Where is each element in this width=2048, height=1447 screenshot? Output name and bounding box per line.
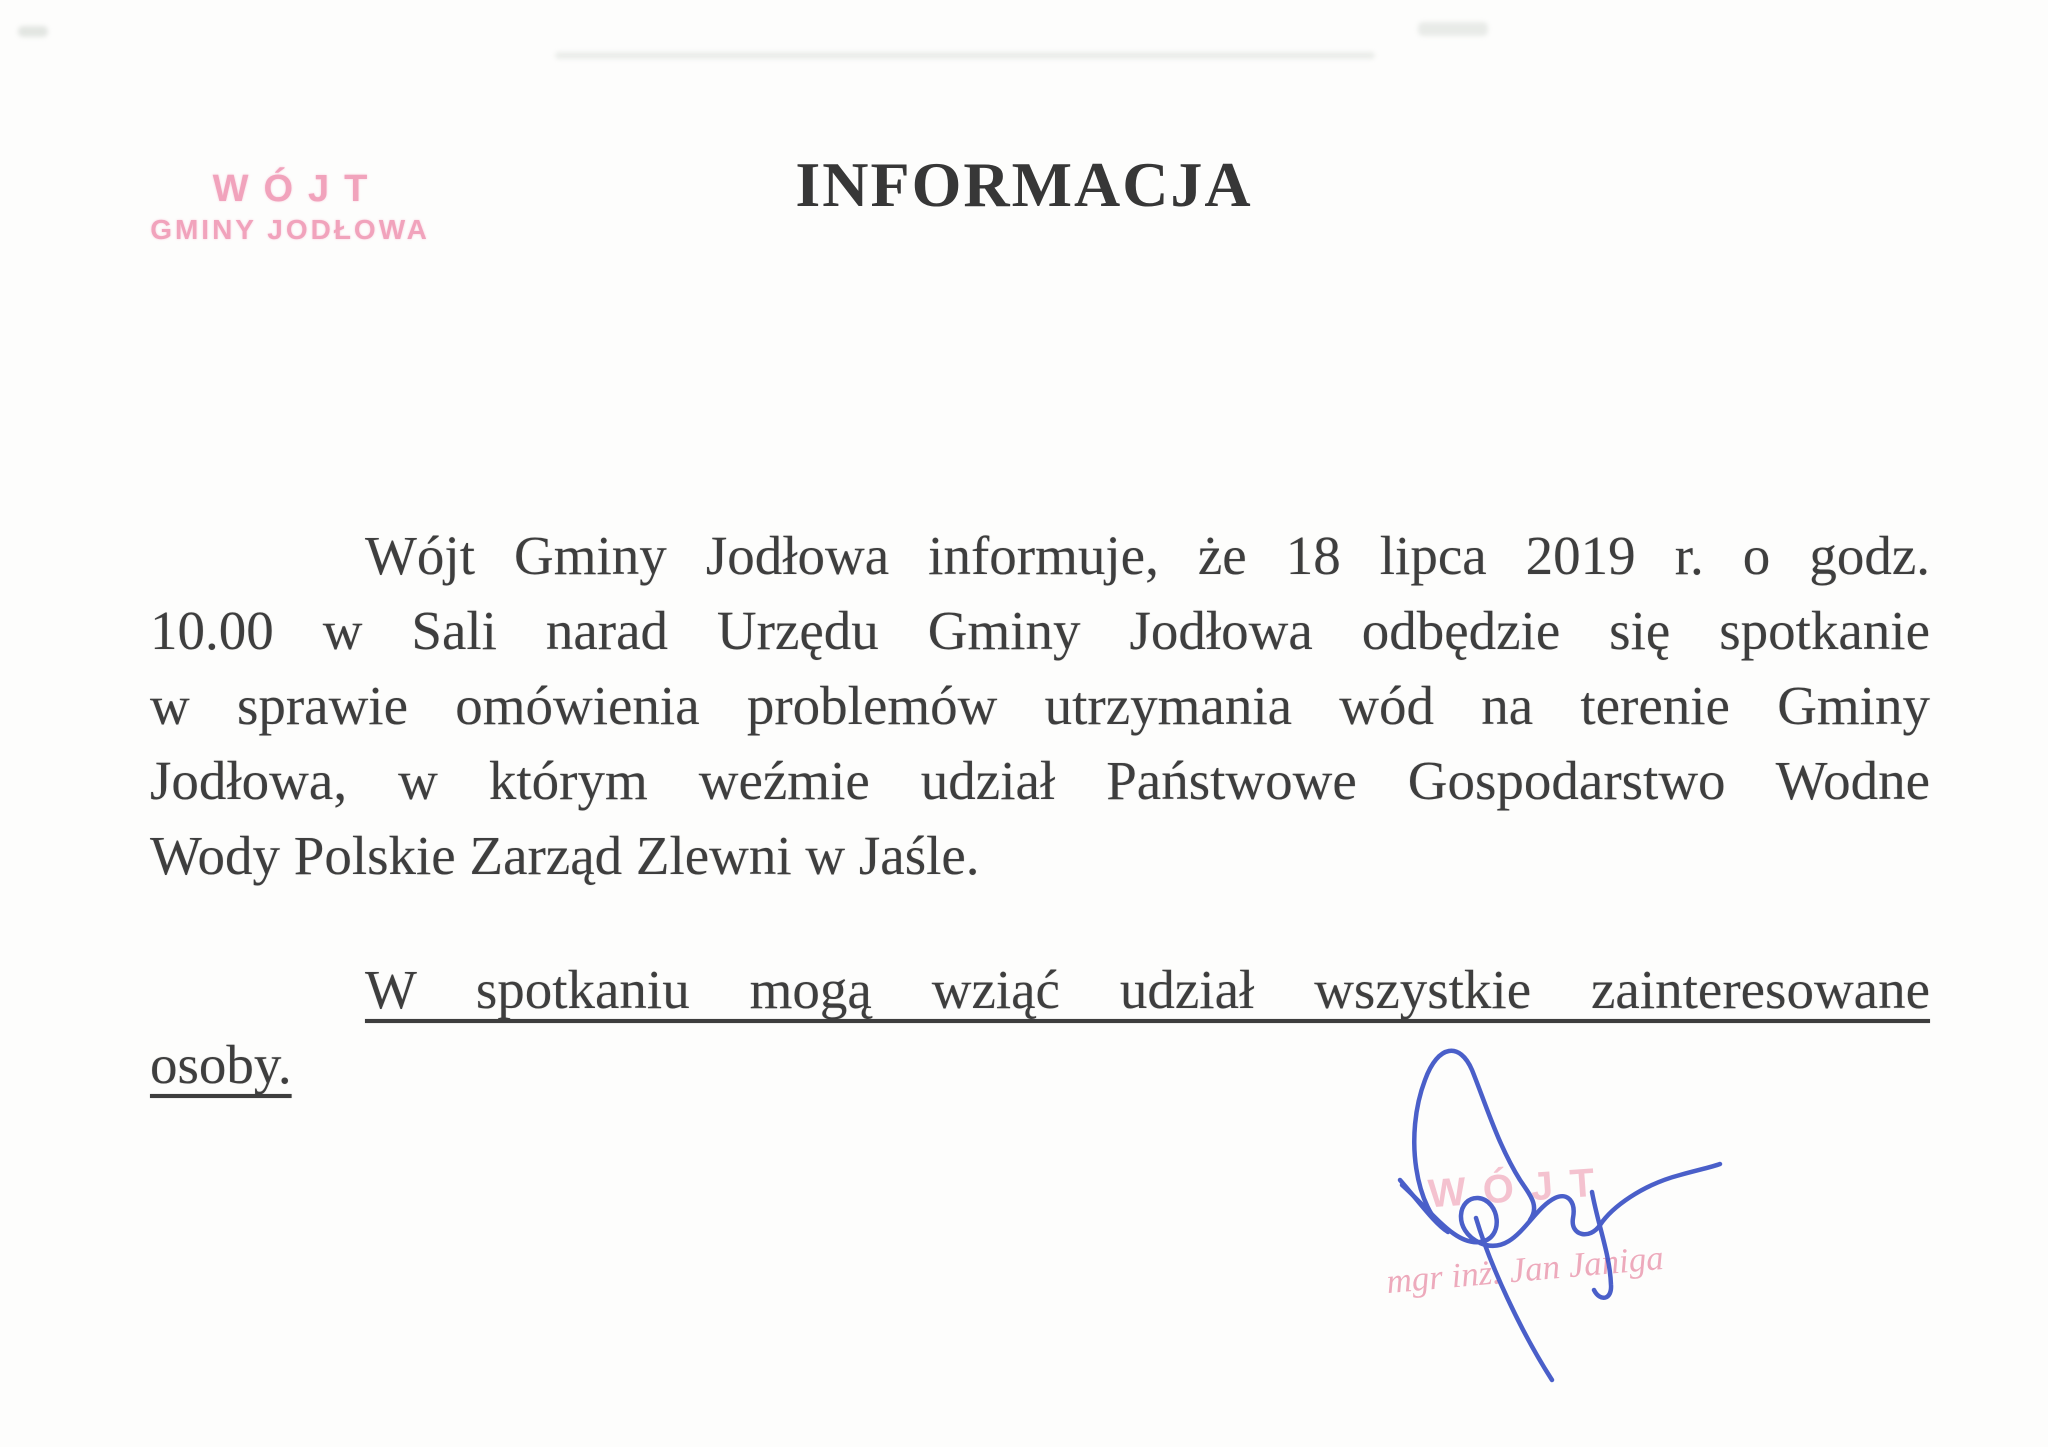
body-line: Jodłowa, w którym weźmie udział Państwowe Gospodarstwo Wodne bbox=[150, 750, 1930, 811]
scan-artifact bbox=[1418, 22, 1488, 36]
body-line: osoby. bbox=[150, 1034, 292, 1095]
body-line: 10.00 w Sali narad Urzędu Gminy Jodłowa odbędzie się spotkanie bbox=[150, 600, 1930, 661]
body-line: w sprawie omówienia problemów utrzymania wód na terenie Gminy bbox=[150, 675, 1930, 736]
document-title: INFORMACJA bbox=[795, 149, 1253, 220]
handwritten-signature-ink bbox=[1380, 1040, 1860, 1447]
body-line: Wody Polskie Zarząd Zlewni w Jaśle. bbox=[150, 825, 980, 886]
announcement-paragraph bbox=[150, 518, 1930, 893]
body-line: Wójt Gminy Jodłowa informuje, że 18 lipca 2019 r. o godz. bbox=[365, 525, 1930, 586]
body-line: W spotkaniu mogą wziąć udział wszystkie zainteresowane bbox=[365, 959, 1930, 1020]
sender-stamp-office: GMINY JODŁOWA bbox=[150, 214, 430, 245]
signature-stamp-name: mgr inż. Jan Janiga bbox=[1384, 1237, 1666, 1302]
scan-artifact bbox=[555, 52, 1375, 59]
signature-stamp-role: WÓJT bbox=[1426, 1159, 1613, 1217]
scan-artifact bbox=[18, 26, 48, 37]
sender-stamp-role: WÓJT bbox=[212, 168, 383, 210]
